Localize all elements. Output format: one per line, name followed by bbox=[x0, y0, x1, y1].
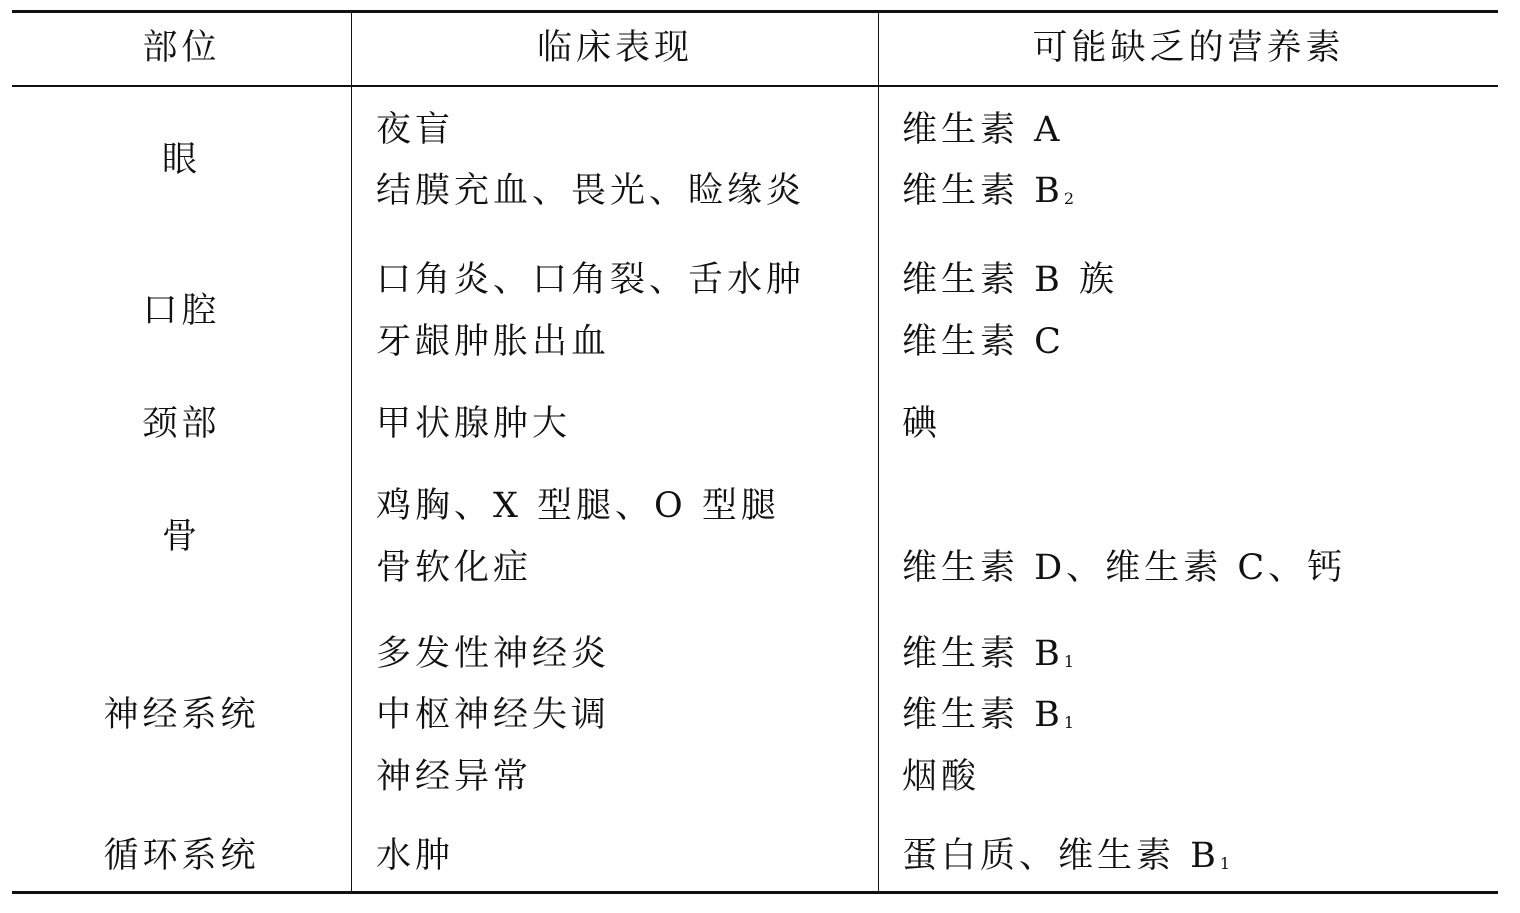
symptom-circulatory-1: 水肿 bbox=[376, 836, 455, 876]
table-top-rule bbox=[12, 10, 1498, 13]
symptom-mouth-2: 牙龈肿胀出血 bbox=[376, 322, 611, 362]
symptom-eye-2: 结膜充血、畏光、睑缘炎 bbox=[376, 171, 806, 211]
nutrient-text: 维生素 B bbox=[902, 634, 1064, 674]
subscript-1: 1 bbox=[1219, 854, 1231, 873]
site-mouth: 口腔 bbox=[142, 291, 221, 331]
symptom-bone-2: 骨软化症 bbox=[376, 548, 533, 588]
subscript-1: 1 bbox=[1063, 713, 1075, 732]
symptom-bone-1: 鸡胸、X 型腿、O 型腿 bbox=[376, 486, 780, 526]
site-nervous-system: 神经系统 bbox=[103, 695, 260, 735]
nutrient-text: 维生素 B bbox=[902, 695, 1064, 735]
symptom-nervous-2: 中枢神经失调 bbox=[376, 695, 611, 735]
site-bone: 骨 bbox=[161, 517, 201, 557]
subscript-2: 2 bbox=[1063, 189, 1075, 208]
nutrient-eye-1: 维生素 A bbox=[902, 110, 1064, 150]
nutrient-text: 蛋白质、维生素 B bbox=[902, 836, 1220, 876]
site-circulatory-system: 循环系统 bbox=[103, 836, 260, 876]
column-divider-1 bbox=[351, 13, 352, 891]
table-bottom-rule bbox=[12, 891, 1498, 894]
nutrient-nervous-3: 烟酸 bbox=[902, 757, 981, 797]
nutrient-mouth-2: 维生素 C bbox=[902, 322, 1065, 362]
header-symptoms: 临床表现 bbox=[536, 28, 693, 68]
site-neck: 颈部 bbox=[142, 404, 221, 444]
nutrient-text: 维生素 B bbox=[902, 171, 1064, 211]
nutrient-bone-2: 维生素 D、维生素 C、钙 bbox=[902, 548, 1347, 588]
column-divider-2 bbox=[878, 13, 879, 891]
header-site: 部位 bbox=[142, 28, 221, 68]
nutrient-eye-2 bbox=[902, 171, 1074, 219]
table-header-rule bbox=[12, 85, 1498, 87]
symptom-neck-1: 甲状腺肿大 bbox=[376, 404, 572, 444]
symptom-nervous-1: 多发性神经炎 bbox=[376, 634, 611, 674]
symptom-mouth-1: 口角炎、口角裂、舌水肿 bbox=[376, 260, 806, 300]
site-eye: 眼 bbox=[161, 140, 201, 180]
nutrient-neck-1: 碘 bbox=[902, 404, 942, 444]
symptom-nervous-3: 神经异常 bbox=[376, 757, 533, 797]
nutrient-mouth-1: 维生素 B 族 bbox=[902, 260, 1118, 300]
symptom-eye-1: 夜盲 bbox=[376, 110, 455, 150]
subscript-1: 1 bbox=[1063, 652, 1075, 671]
header-nutrients: 可能缺乏的营养素 bbox=[1032, 28, 1345, 68]
nutrient-nervous-1 bbox=[902, 634, 1074, 682]
nutrient-nervous-2 bbox=[902, 695, 1074, 743]
nutrient-circulatory-1 bbox=[902, 836, 1230, 884]
nutrition-deficiency-table bbox=[12, 10, 1498, 895]
